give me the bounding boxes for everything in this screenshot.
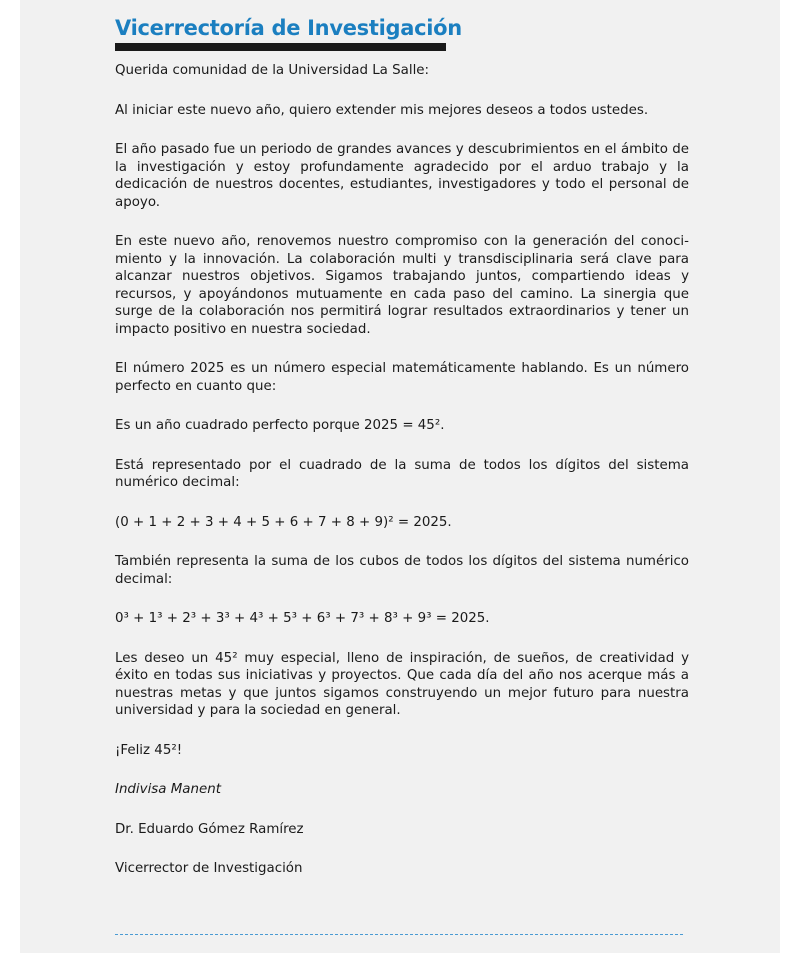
letter-paragraph-4: El número 2025 es un número especial matemáticamente hablando. Es un número perfecto en cuanto que: xyxy=(115,361,689,394)
section-title: Vicerrectoría de Investigación xyxy=(115,16,462,40)
footer-divider xyxy=(115,934,683,935)
letter-closing: ¡Feliz 45²! xyxy=(115,742,183,758)
letter-greeting: Querida comunidad de la Universidad La Salle: xyxy=(115,63,430,78)
header-underline xyxy=(115,43,446,51)
letter-paragraph-8: También representa la suma de los cubos de todos los dígitos del sistema numérico decimal: xyxy=(115,554,689,587)
math-sum-squared: (0 + 1 + 2 + 3 + 4 + 5 + 6 + 7 + 8 + 9)² = 2025. xyxy=(115,514,452,530)
letter-paragraph-3: En este nuevo año, renovemos nuestro compromiso con la generación del conocimiento y la innovación. La colaboración multi y transdisciplinaria será clave para alcanzar nuestros objetivos. Sigamos trabajando juntos, compartiendo ideas y recursos, y apoyándonos mutuamente en cada paso del camino. La sinergia que surge de la colaboración nos permitirá lograr resultados extraordinarios y tener un impacto positivo en nuestra sociedad. xyxy=(115,234,689,337)
section-header xyxy=(115,14,462,51)
letter-paragraph-10: Les deseo un 45² muy especial, lleno de inspiración, de sueños, de creatividad y éxito en todas sus iniciativas y proyectos. Que cada día del año nos acerque más a nuestras metas y que juntos sigamos construyendo un mejor futuro para nuestra universidad y para la sociedad en general. xyxy=(115,650,689,718)
signer-name: Dr. Eduardo Gómez Ramírez xyxy=(115,821,304,837)
signer-title: Vicerrector de Investigación xyxy=(115,861,303,876)
letter-paragraph-5: Es un año cuadrado perfecto porque 2025 = 45². xyxy=(115,418,445,433)
letter-paragraph-1: Al iniciar este nuevo año, quiero extender mis mejores deseos a todos ustedes. xyxy=(115,102,649,118)
letter-body xyxy=(115,62,689,900)
math-sum-of-cubes: 0³ + 1³ + 2³ + 3³ + 4³ + 5³ + 6³ + 7³ + 8³ + 9³ = 2025. xyxy=(115,611,490,626)
letter-paragraph-6: Está representado por el cuadrado de la suma de todos los dígitos del sistema numérico decimal: xyxy=(115,457,689,490)
letter-paragraph-2: El año pasado fue un periodo de grandes avances y descubrimientos en el ámbito de la investigación y estoy profundamente agradecido por el arduo trabajo y la dedicación de nuestros docentes, estudiantes, investigadores y todo el personal de apoyo. xyxy=(115,142,689,210)
page-panel xyxy=(20,0,780,953)
letter-motto: Indivisa Manent xyxy=(115,782,221,797)
